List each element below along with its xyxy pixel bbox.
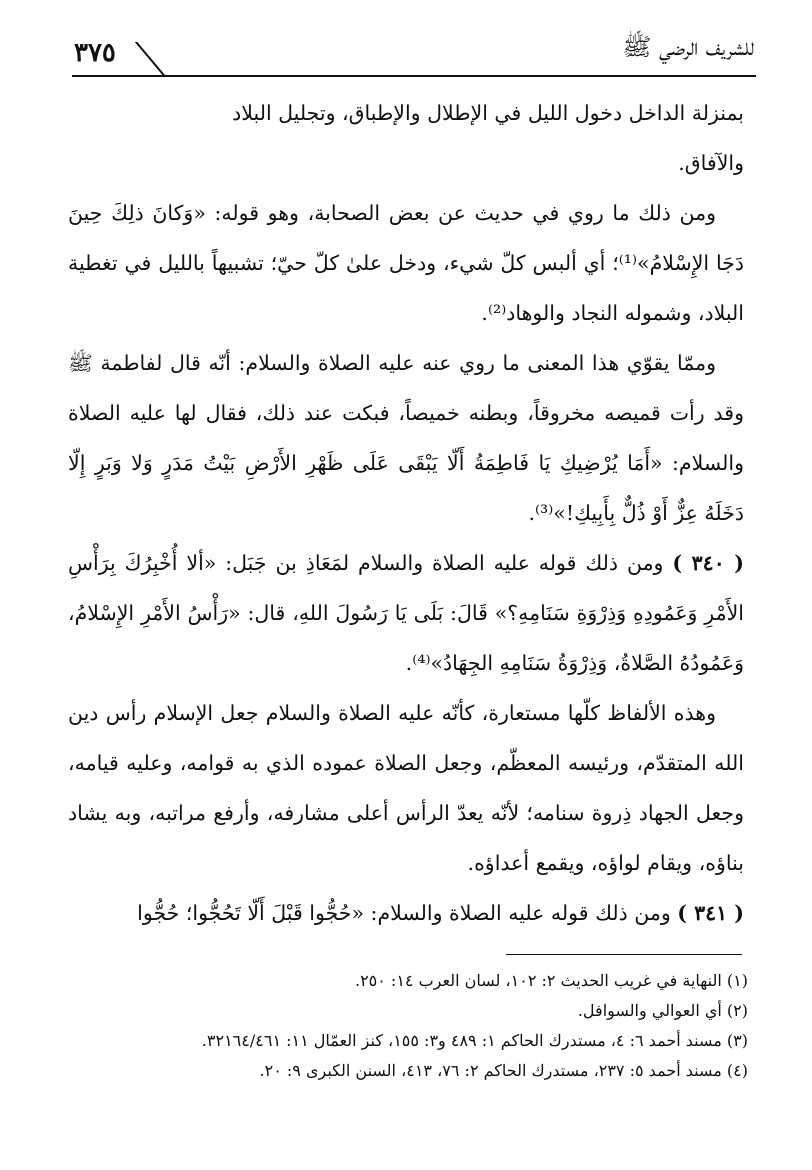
paragraph-1-line-2: والآفاق. [678, 151, 744, 175]
header-rule [72, 75, 756, 77]
footnotes [60, 966, 748, 1086]
footnote-2: (٢) أي العوالي والسوافل. [577, 1001, 748, 1020]
paragraph-2: ومن ذلك ما روي في حديث عن بعض الصحابة، وهو قوله: «وَكانَ ذلِكَ حِينَ دَجَا الإِسْلامُ»⁽¹⁾؛ أي ألبس كلّ شيء، ودخل علىٰ كلّ حيّ؛ تشبيهاً بالليل في تغطية البلاد، وشموله النجاد والوهاد⁽²⁾. [68, 201, 744, 325]
footnote-3: (٣) مسند أحمد ٦: ٤، مستدرك الحاكم ١: ٤٨٩ و٣: ١٥٥، كنز العمّال ١١: ٣٢١٦٤/٤٦١. [201, 1031, 748, 1050]
footnote-4: (٤) مسند أحمد ٥: ٢٣٧، مستدرك الحاكم ٢: ٧٦، ٤١٣، السنن الكبرى ٩: ٢٠. [259, 1061, 748, 1080]
paragraph-341 [68, 888, 744, 938]
main-text [68, 88, 744, 938]
paragraph-340 [68, 538, 744, 688]
paragraph-340-text: ومن ذلك قوله عليه الصلاة والسلام لمَعَاذِ بن جَبَل: «ألا أُخْبِرُكَ بِرَأْسِ الأَمْرِ وَعَمُودِهِ وَذِرْوَةِ سَنَامِهِ؟» قَالَ: بَلَى يَا رَسُولَ اللهِ، قال: «رَأْسُ الأَمْرِ الإِسْلامُ، وَعَمُودُهُ الصَّلاةُ، وَذِرْوَةُ سَنَامِهِ الجِهَادُ»⁽⁴⁾. [68, 551, 744, 675]
paragraph-3: وممّا يقوّي هذا المعنى ما روي عنه عليه الصلاة والسلام: أنّه قال لفاطمة ﷺ وقد رأت قميصه مخروقاً، وبطنه خميصاً، فبكت عند ذلك، فقال لها عليه الصلاة والسلام: «أَمَا يُرْضِيكِ يَا فَاطِمَةُ أَلّا يَبْقَى عَلَى ظَهْرِ الأَرْضِ بَيْتُ مَدَرٍ وَلا وَبَرٍ إِلّا دَخَلَهُ عِزٌّ أَوْ ذُلٌّ بِأَبِيكِ!»⁽³⁾. [68, 351, 744, 525]
saying-number-341: ( ٣٤١ ) [677, 901, 744, 925]
footnote-separator [506, 954, 742, 955]
saying-number-340: ( ٣٤٠ ) [672, 551, 744, 575]
paragraph-5: وهذه الألفاظ كلّها مستعارة، كأنّه عليه الصلاة والسلام جعل الإسلام رأس دين الله المتقدّم، ورئيسه المعظّم، وجعل الصلاة عموده الذي به قوامه، وعليه قيامه، وجعل الجهاد ذِروة سنامه؛ لأنّه يعدّ الرأس أعلى مشارفه، وأرفع مراتبه، وبه يشاد بناؤه، ويقام لواؤه، ويقمع أعداؤه. [68, 701, 744, 875]
paragraph-341-text: ومن ذلك قوله عليه الصلاة والسلام: «حُجُّوا قَبْلَ أَلّا تَحُجُّوا؛ حُجُّوا [137, 901, 671, 925]
running-header-title: للشريف الرضي ﷺ [622, 33, 754, 61]
page-number: ٣٧٥ [74, 38, 116, 68]
footnote-1: (١) النهاية في غريب الحديث ٢: ١٠٢، لسان العرب ١٤: ٢٥٠. [354, 971, 748, 990]
paragraph-1-line-1: بمنزلة الداخل دخول الليل في الإطلال والإطباق، وتجليل البلاد [232, 101, 744, 125]
paragraph-1 [68, 88, 744, 188]
header-divider-slant [128, 42, 172, 76]
